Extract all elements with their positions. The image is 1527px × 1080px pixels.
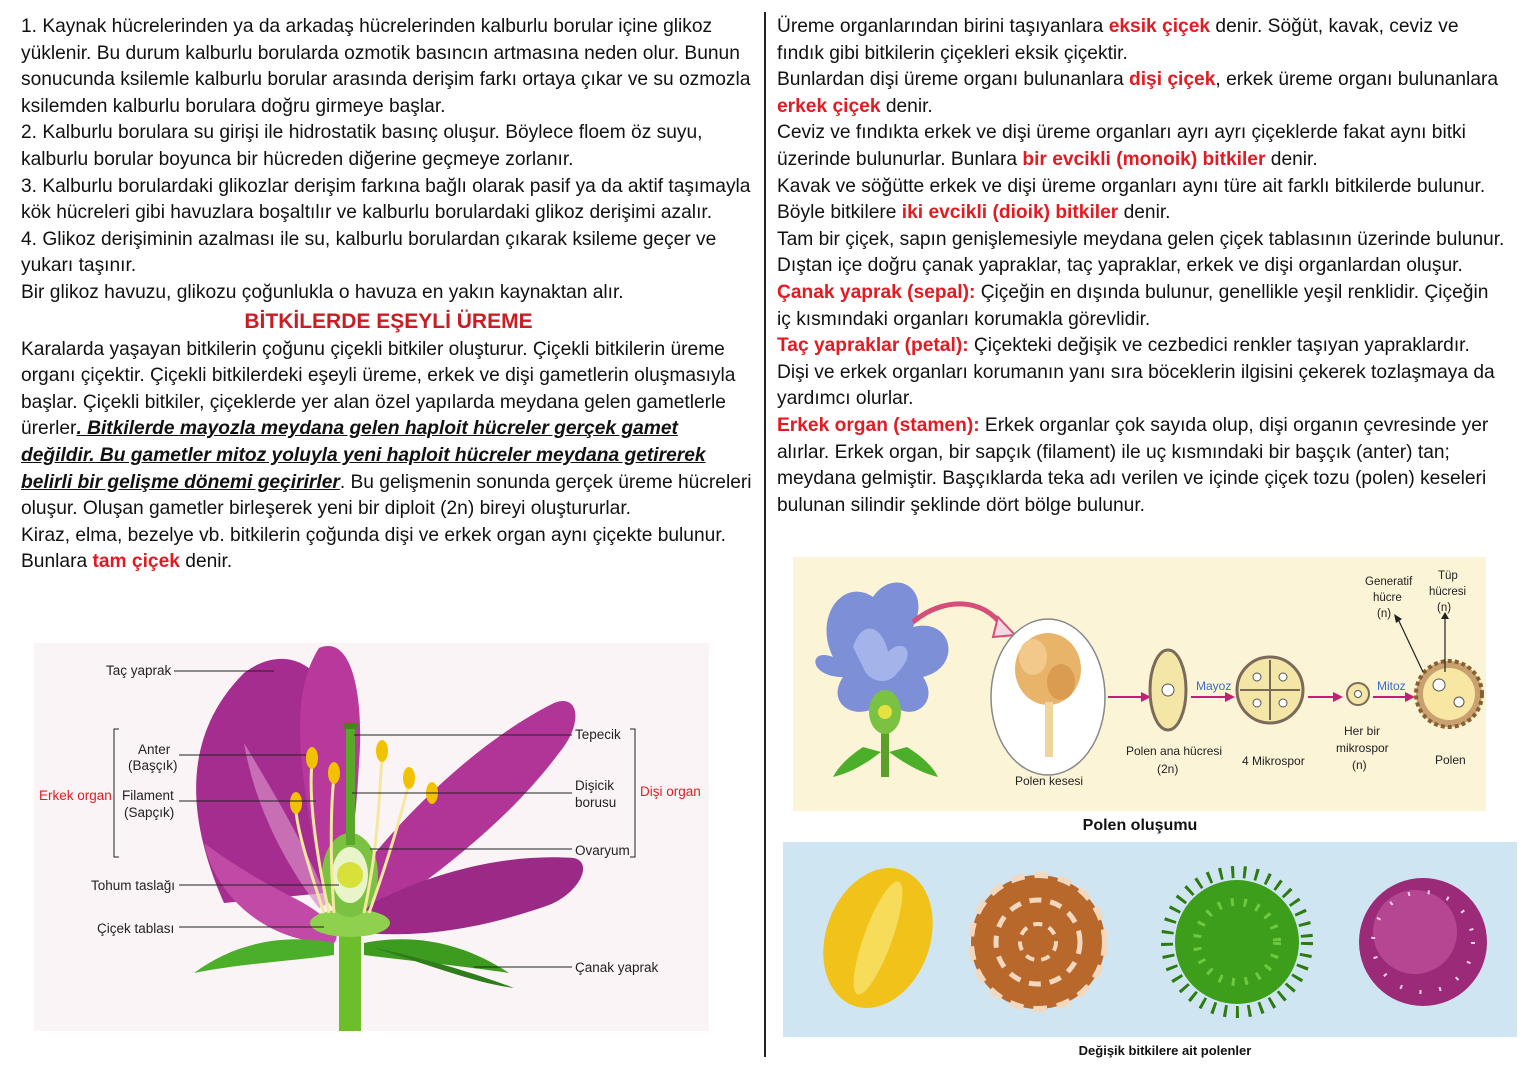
anther — [306, 747, 318, 769]
label-filament: Filament — [122, 788, 174, 803]
highlight-term: eksik çiçek — [1108, 16, 1211, 37]
label-4-mikrospor: 4 Mikrospor — [1242, 754, 1305, 768]
style — [346, 725, 355, 845]
emphasized-text: . Bitkilerde mayozla meydana gelen haploit hücreler gerçek gamet değildir. Bu gametler mitoz yoluyla yeni haploit hücreler meydana getirerek belirli bir gelişme dönemi geçirirler — [21, 418, 706, 493]
paragraph-complete-flower — [21, 523, 756, 576]
label-mikrospor: mikrospor — [1336, 741, 1389, 755]
paragraph-step-3: 3. Kalburlu borulardaki glikozlar derişim farkına bağlı olarak pasif ya da aktif taşımayla kök hücreleri gibi havuzlara boşaltılır ve kalburlu borulardaki glikoz derişimi azalır. — [21, 175, 751, 224]
highlight-term: bir evcikli (monoik) bitkiler — [1022, 148, 1266, 170]
label-her-bir: Her bir — [1344, 724, 1381, 738]
small-flower-ovule — [878, 705, 892, 719]
label-tohum-taslagi: Tohum taslağı — [91, 878, 176, 893]
label-generatif-n: (n) — [1377, 608, 1392, 620]
label-disicik: Dişicik — [575, 778, 614, 793]
highlight-term: Taç yapraklar (petal): — [777, 335, 969, 357]
text-run: Ceviz ve fındıkta erkek ve dişi üreme organları ayrı ayrı çiçeklerde fakat aynı bitki üzerinde bulunurlar. Bunlara — [777, 122, 1466, 170]
paragraph-sepal — [777, 280, 1507, 333]
right-text-column — [777, 14, 1507, 519]
flower-structure-diagram — [34, 643, 709, 1031]
label-polen-ana-n: (2n) — [1157, 762, 1179, 776]
flower-diagram-svg — [34, 643, 709, 1031]
label-tup-n: (n) — [1437, 602, 1452, 614]
label-polen: Polen — [1435, 753, 1466, 767]
label-ovaryum: Ovaryum — [575, 843, 630, 858]
anther — [290, 792, 302, 814]
text-run: Kiraz, elma, bezelye vb. bitkilerin çoğunda dişi ve erkek organ aynı çiçekte bulunur. Bunlara — [21, 524, 726, 573]
pollen-purple-highlight — [1373, 890, 1457, 974]
label-anter-sub: (Başçık) — [128, 758, 178, 773]
label-generatif: Generatif — [1365, 576, 1413, 588]
label-disi-organ: Dişi organ — [640, 784, 701, 799]
tube-nucleus — [1454, 697, 1464, 707]
label-mitoz: Mitoz — [1377, 679, 1406, 693]
paragraph-dioecious — [777, 174, 1507, 227]
label-polen-ana-hucresi: Polen ana hücresi — [1126, 744, 1223, 758]
generative-nucleus — [1433, 679, 1445, 691]
label-tepecik: Tepecik — [575, 727, 621, 742]
label-tup: Tüp — [1438, 570, 1458, 582]
text-run: . Bu gelişmenin sonunda gerçek üreme hücreleri oluşur. Oluşan gametler birleşerek yeni bir diploit (2n) bireyi oluştururlar. — [21, 471, 752, 520]
nucleus — [1253, 699, 1261, 707]
text-run: Bunlardan dişi üreme organı bulunanlara — [777, 69, 1129, 91]
pollen-grain-inner — [1423, 668, 1475, 720]
pollen-diagram-svg — [793, 557, 1486, 811]
anther-lobe — [1047, 664, 1075, 700]
label-mikrospor-n: (n) — [1352, 758, 1367, 772]
anther — [403, 767, 415, 789]
pollen-varieties-caption: Değişik bitkilere ait polenler — [1078, 1043, 1252, 1058]
anther — [376, 740, 388, 762]
paragraph-glucose-pool: Bir glikoz havuzu, glikozu çoğunlukla o havuza en yakın kaynaktan alır. — [21, 281, 624, 303]
highlight-term: Erkek organ (stamen): — [777, 414, 980, 436]
label-tac-yaprak: Taç yaprak — [106, 663, 172, 678]
paragraph-monoecious — [777, 120, 1507, 173]
anther-stalk — [1045, 702, 1053, 757]
highlight-term: tam çiçek — [92, 551, 180, 573]
text-run: denir. — [1265, 148, 1318, 170]
nucleus — [1253, 673, 1261, 681]
label-cicek-tablasi: Çiçek tablası — [97, 921, 175, 936]
column-divider — [764, 12, 766, 1057]
paragraph-incomplete-flower — [777, 14, 1507, 67]
anther-lobe — [1019, 639, 1047, 675]
highlight-term: Çanak yaprak (sepal): — [777, 281, 976, 303]
paragraph-step-1: 1. Kaynak hücrelerinden ya da arkadaş hücrelerinden kalburlu borular içine glikoz yüklenir. Bu durum kalburlu borularda ozmotik basıncın artmasına neden olur. Bunun sonucunda ksilemle kalburlu borular arasında derişim farkı ortaya çıkar ve su ozmozla ksilemden kalburlu borulara doğru girmeye başlar. — [21, 16, 751, 117]
pollen-formation-diagram — [793, 557, 1486, 811]
label-tup-hucresi: hücresi — [1429, 586, 1467, 598]
pollen-formation-caption: Polen oluşumu — [1082, 817, 1198, 834]
left-text-column — [21, 14, 756, 576]
nucleus — [1355, 691, 1362, 698]
paragraph-sexual-reproduction — [21, 337, 756, 523]
text-run: Çiçeğin en dışında bulunur, genellikle yeşil renklidir. Çiçeğin iç kısmındaki organları korumakla görevlidir. — [777, 281, 1489, 330]
text-run: , erkek üreme organı bulunanlara — [1215, 69, 1499, 91]
section-heading: BİTKİLERDE EŞEYLİ ÜREME — [244, 309, 533, 333]
paragraph-stamen — [777, 413, 1507, 519]
paragraph-petal — [777, 333, 1507, 413]
highlight-term: erkek çiçek — [777, 95, 881, 117]
text-run: denir. — [179, 551, 233, 573]
pollen-varieties-svg — [783, 842, 1517, 1037]
label-canak-yaprak: Çanak yaprak — [575, 960, 659, 975]
stigma — [344, 723, 357, 729]
pollen-varieties-image — [783, 842, 1517, 1037]
highlight-term: dişi çiçek — [1129, 69, 1216, 91]
text-run: denir. Söğüt, kavak, ceviz ve fındık gibi bitkilerin çiçekleri eksik çiçektir. — [777, 16, 1459, 64]
anther — [328, 762, 340, 784]
paragraph-step-2: 2. Kalburlu borulara su girişi ile hidrostatik basınç oluşur. Böylece floem öz suyu, kalburlu borular boyunca bir hücreden diğerine geçmeye zorlanır. — [21, 122, 703, 170]
nucleus — [1279, 699, 1287, 707]
highlight-term: iki evcikli (dioik) bitkiler — [901, 202, 1119, 224]
text-run: Karalarda yaşayan bitkilerin çoğunu çiçekli bitkiler oluşturur. Çiçekli bitkilerin üreme organı çiçektir. Çiçekli bitkilerdeki eşeyli üreme, erkek ve dişi gametlerin oluşmasıyla başlar. Çiçekli bitkiler, çiçeklerde yer alan özel yapılarda meydana gelen gametlerle ürerler — [21, 338, 736, 440]
label-erkek-organ: Erkek organ — [39, 788, 112, 803]
label-polen-kesesi: Polen kesesi — [1015, 774, 1084, 788]
label-anter: Anter — [138, 742, 171, 757]
paragraph-male-female-flower — [777, 67, 1507, 120]
paragraph-complete-flower-parts: Tam bir çiçek, sapın genişlemesiyle meydana gelen çiçek tablasının üzerinde bulunur. Dıştan içe doğru çanak yapraklar, taç yapraklar, erkek ve dişi organlardan oluşur. — [777, 228, 1505, 277]
label-mayoz: Mayoz — [1196, 679, 1232, 693]
text-run: denir. — [1118, 202, 1171, 224]
label-generatif-hucre: hücre — [1373, 592, 1402, 604]
text-run: denir. — [880, 95, 933, 117]
paragraph-step-4: 4. Glikoz derişiminin azalması ile su, kalburlu borulardan çıkarak ksileme geçer ve yukarı taşınır. — [21, 228, 717, 277]
ovule — [337, 862, 363, 888]
nucleus — [1162, 684, 1174, 696]
text-run: Erkek organlar çok sayıda olup, dişi organın çevresinde yer alırlar. Erkek organ, bir sapçık (filament) ile uç kısmındaki bir başçık (anter) tan; meydana gelmiştir. Başçıklarda teka adı verilen ve içinde çiçek tozu (polen) keseleri bulunan silindir şeklinde dört bölge bulunur. — [777, 414, 1489, 516]
text-run: Çiçekteki değişik ve cezbedici renkler taşıyan yapraklardır. Dişi ve erkek organları korumanın yanı sıra böceklerin ilgisini çekerek tozlaşmaya da yardımcı olurlar. — [777, 335, 1495, 410]
nucleus — [1279, 673, 1287, 681]
text-run: Kavak ve söğütte erkek ve dişi üreme organları aynı türe ait farklı bitkilerde bulunur. Böyle bitkilere — [777, 175, 1486, 224]
label-borusu: borusu — [575, 795, 617, 810]
text-run: Üreme organlarından birini taşıyanlara — [777, 16, 1109, 37]
label-filament-sub: (Sapçık) — [124, 805, 175, 820]
